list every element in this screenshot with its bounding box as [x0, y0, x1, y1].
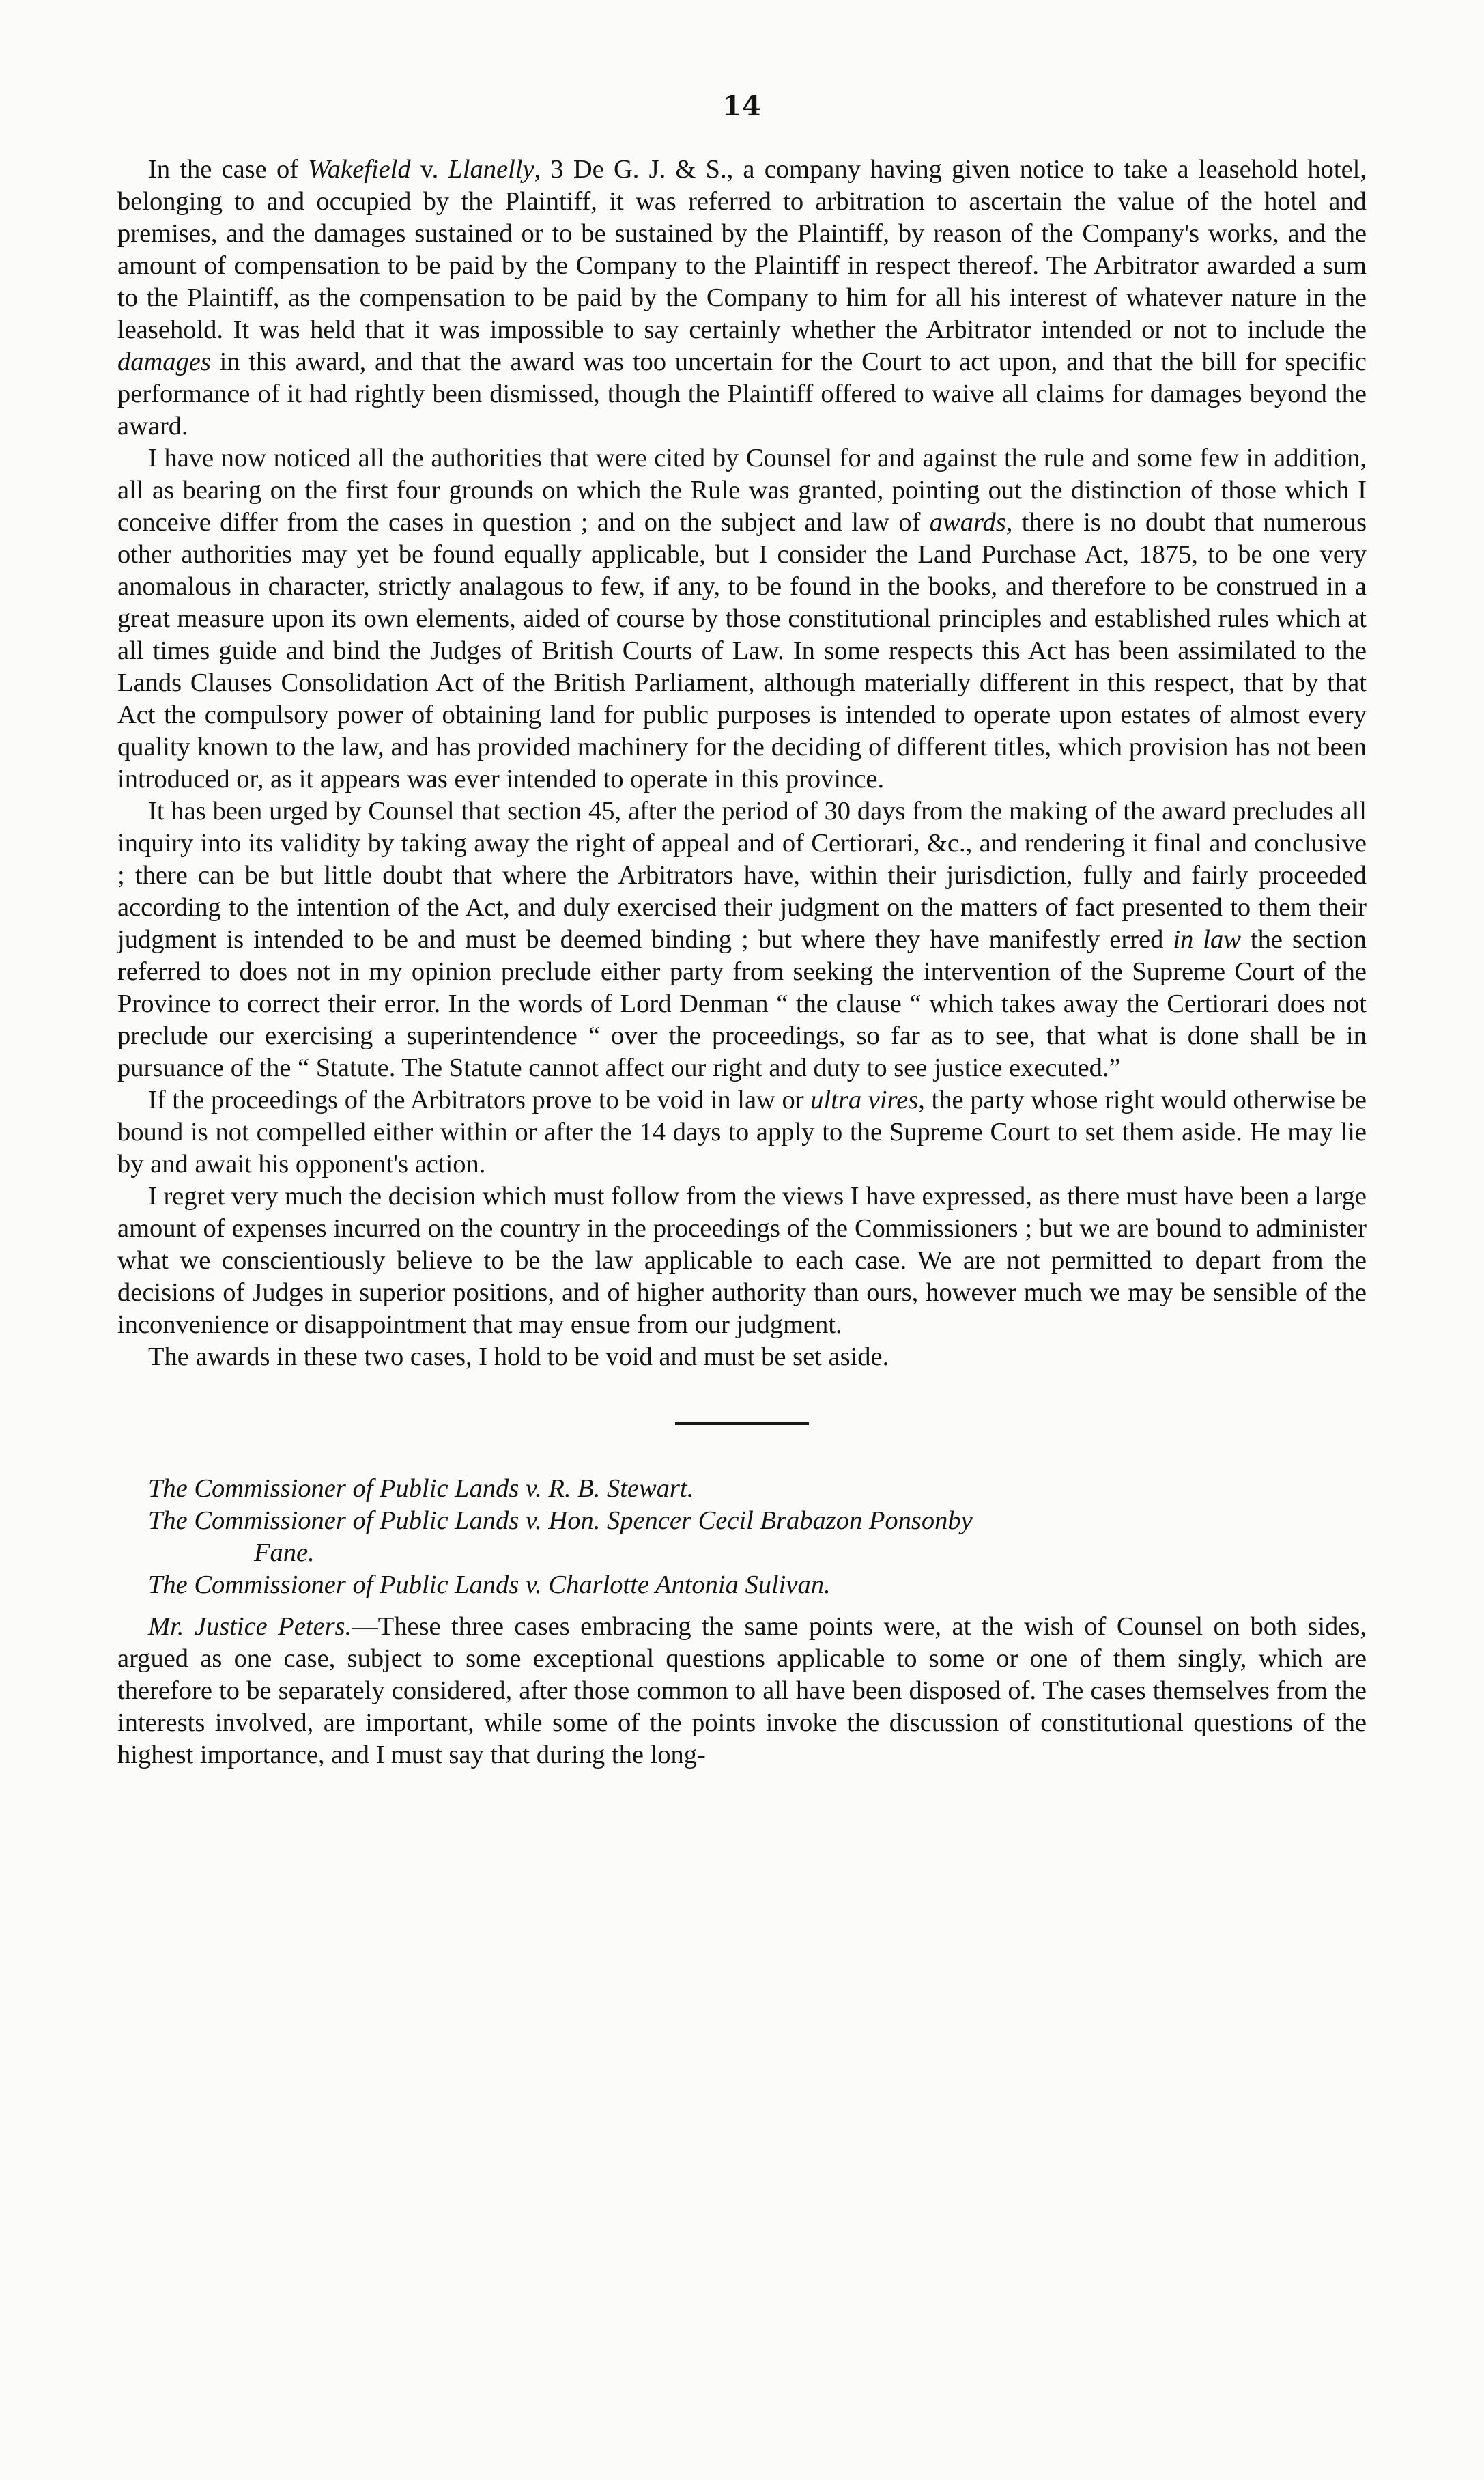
italic-text: Llanelly: [448, 155, 534, 184]
case-title: The Commissioner of Public Lands v. R. B. Stewart.: [148, 1474, 694, 1503]
page-number: 14: [722, 90, 762, 122]
text-run: The awards in these two cases, I hold to be void and must be set aside.: [148, 1342, 889, 1371]
opinion-opening-paragraph: [117, 1611, 1367, 1771]
italic-text: awards: [929, 508, 1006, 537]
case-title-block: [117, 1473, 1367, 1601]
document-body: [117, 154, 1367, 1771]
text-run: , 3 De G. J. & S., a company having given notice to take a leasehold hotel, belonging to and occupied by the Plaintiff, it was referred to arbitration to ascertain the value of the hotel and premises, and the damages sustained or to be sustained by the Plaintiff, by reason of the Company's works, and the amount of compensation to be paid by the Company to the Plaintiff in respect thereof. The Arbitrator awarded a sum to the Plaintiff, as the compensation to be paid by the Company to him for all his interest of whatever nature in the leasehold. It was held that it was impossible to say certainly whether the Arbitrator intended or not to include the: [117, 155, 1367, 344]
italic-text: damages: [117, 348, 211, 376]
text-run: , there is no doubt that numerous other authorities may yet be found equally applicable, but I consider the Land Purchase Act, 1875, to be one very anomalous in character, strictly analagous to few, if any, to be found in the books, and therefore to be construed in a great measure upon its own elements, aided of course by those constitutional principles and established rules which at all times guide and bind the Judges of British Courts of Law. In some respects this Act has been assimilated to the Lands Clauses Consolidation Act of the British Parliament, although materially different in this respect, that by that Act the compulsory power of obtaining land for public purposes is intended to operate upon estates of almost every quality known to the law, and has provided machinery for the deciding of different titles, which provision has not been introduced or, as it appears was ever intended to operate in this province.: [117, 508, 1367, 793]
text-run: In the case of: [148, 155, 309, 184]
italic-text: Mr. Justice Peters.: [148, 1612, 352, 1641]
case-title-continuation: Fane.: [254, 1538, 315, 1567]
text-run: If the proceedings of the Arbitrators prove to be void in law or: [148, 1086, 811, 1114]
judgment-paragraphs: [117, 154, 1367, 1373]
paragraph: [117, 795, 1367, 1084]
paragraph: [117, 442, 1367, 795]
text-run: v.: [410, 155, 448, 184]
italic-text: in law: [1173, 925, 1241, 954]
text-run: It has been urged by Counsel that section 45, after the period of 30 days from the making of the award precludes all inquiry into its validity by taking away the right of appeal and of Certiorari, &c., and rendering it final and conclusive ; there can be but little doubt that where the Arbitrators have, within their jurisdiction, fully and fairly proceeded according to the intention of the Act, and duly exercised their judgment on the matters of fact presented to them their judgment is intended to be and must be deemed binding ; but where they have manifestly erred: [117, 797, 1367, 954]
text-run: the section referred to does not in my opinion preclude either party from seeking the intervention of the Supreme Court of the Province to correct their error. In the words of Lord Denman “ the clause “ which takes away the Certiorari does not preclude our exercising a superintendence “ over the proceedings, so far as to see, that what is done shall be in pursuance of the “ Statute. The Statute cannot affect our right and duty to see justice executed.”: [117, 925, 1367, 1082]
paragraph: [117, 154, 1367, 442]
text-run: —These three cases embracing the same points were, at the wish of Counsel on both sides, argued as one case, subject to some exceptional questions applicable to some or one of them singly, which are therefore to be separately considered, after those common to all have been disposed of. The cases themselves from the interests involved, are important, while some of the points invoke the discussion of constitutional questions of the highest importance, and I must say that during the long-: [117, 1612, 1367, 1769]
text-run: in this award, and that the award was too uncertain for the Court to act upon, and that the bill for specific performance of it had rightly been dismissed, though the Plaintiff offered to waive all claims for damages beyond the award.: [117, 348, 1367, 440]
text-run: I regret very much the decision which must follow from the views I have expressed, as there must have been a large amount of expenses incurred on the country in the proceedings of the Commissioners ; but we are bound to administer what we conscientiously believe to be the law applicable to each case. We are not permitted to depart from the decisions of Judges in superior positions, and of higher authority than ours, however much we may be sensible of the inconvenience or disappointment that may ensue from our judgment.: [117, 1182, 1367, 1339]
italic-text: ultra vires: [810, 1086, 919, 1114]
case-title: The Commissioner of Public Lands v. Charlotte Antonia Sulivan.: [148, 1570, 831, 1599]
case-title: The Commissioner of Public Lands v. Hon. Spencer Cecil Brabazon Ponsonby: [148, 1506, 973, 1535]
paragraph: [117, 1084, 1367, 1181]
text-run: I have now noticed all the authorities that were cited by Counsel for and against the rule and some few in addition, all as bearing on the first four grounds on which the Rule was granted, pointing out the distinction of those which I conceive differ from the cases in question ; and on the subject and law of: [117, 444, 1367, 537]
text-run: , the party whose right would otherwise be bound is not compelled either within or after the 14 days to apply to the Supreme Court to set them aside. He may lie by and await his opponent's action.: [117, 1086, 1367, 1179]
italic-text: Wakefield: [308, 155, 411, 184]
paragraph: [117, 1181, 1367, 1341]
section-divider: [675, 1422, 809, 1425]
paragraph: [117, 1341, 1367, 1373]
